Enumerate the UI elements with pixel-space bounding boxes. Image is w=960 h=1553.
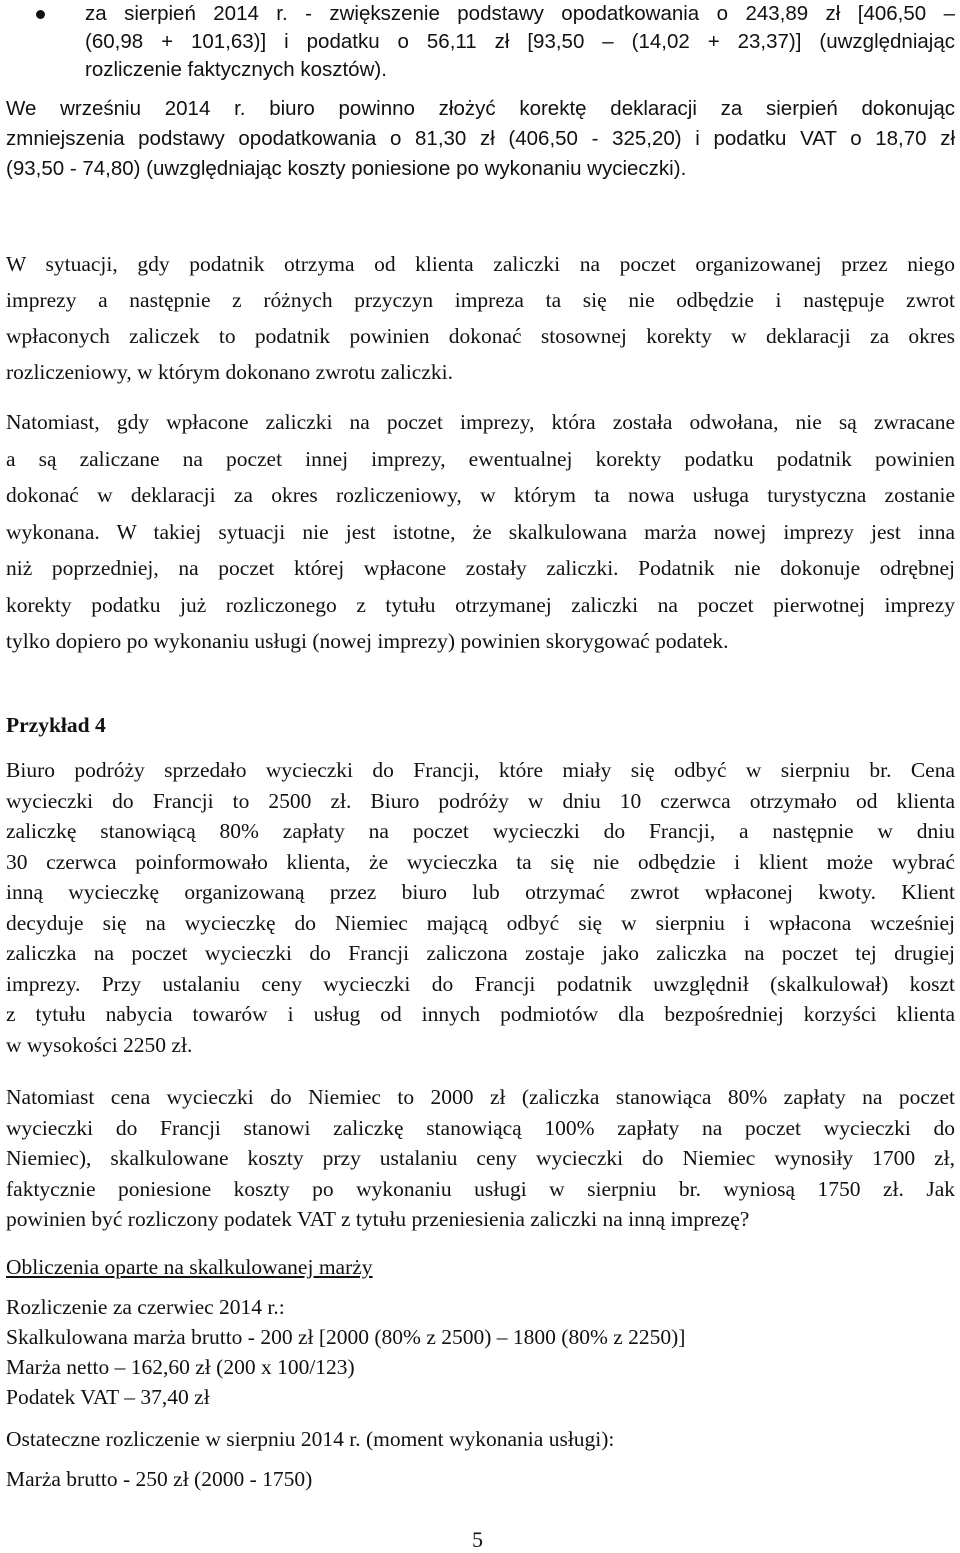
paragraph-line: korekty podatku już rozliczonego z tytułu otrzymanej zaliczki na poczet pierwotnej imprezy xyxy=(6,592,955,617)
vat-line: Podatek VAT – 37,40 zł xyxy=(6,1385,210,1409)
final-settlement-title: Ostateczne rozliczenie w sierpniu 2014 r. (moment wykonania usługi): xyxy=(6,1427,615,1451)
final-margin-line: Marża brutto - 250 zł (2000 - 1750) xyxy=(6,1467,313,1491)
paragraph-line: wycieczki do Francji stanowi zaliczkę stanowiącą 100% zapłaty na poczet wycieczki do xyxy=(6,1115,955,1140)
question-paragraph xyxy=(6,1082,955,1235)
cancelled-event-paragraph xyxy=(6,404,955,660)
paragraph-line: z tytułu nabycia towarów i usług od innych podmiotów dla bezpośredniej korzyści klienta xyxy=(6,1002,955,1026)
bullet-line-2: (60,98 + 101,63)] i podatku o 56,11 zł [93,50 – (14,02 + 23,37)] (uwzględniając xyxy=(85,30,955,53)
bullet-line-3: rozliczenie faktycznych kosztów). xyxy=(85,58,387,81)
paragraph-line: rozliczeniowy, w którym dokonano zwrotu zaliczki. xyxy=(6,360,453,384)
paragraph-line: a są zaliczane na poczet innej imprezy, ewentualnej korekty podatku podatnik powinien xyxy=(6,446,955,471)
page-number: 5 xyxy=(472,1527,483,1552)
june-settlement-title: Rozliczenie za czerwiec 2014 r.: xyxy=(6,1295,285,1319)
example-paragraph xyxy=(6,755,955,1060)
paragraph-line: (93,50 - 74,80) (uwzględniając koszty poniesione po wykonaniu wycieczki). xyxy=(6,157,687,180)
paragraph-line: tylko dopiero po wykonaniu usługi (nowej imprezy) powinien skorygować podatek. xyxy=(6,629,729,653)
paragraph-line: zaliczka na poczet wycieczki do Francji zaliczona zostaje jako zaliczka na poczet tej drugiej xyxy=(6,941,955,965)
net-margin-line: Marża netto – 162,60 zł (200 x 100/123) xyxy=(6,1355,355,1379)
paragraph-line: Natomiast cena wycieczki do Niemiec to 2000 zł (zaliczka stanowiąca 80% zapłaty na poczet xyxy=(6,1085,955,1109)
paragraph-line: decyduje się na wycieczkę do Niemiec mającą odbyć się w sierpniu i wpłacona wcześniej xyxy=(6,910,955,935)
paragraph-line: wpłaconych zaliczek to podatnik powinien dokonać stosownej korekty w deklaracji za okres xyxy=(6,324,955,348)
september-paragraph xyxy=(6,94,955,184)
paragraph-line: Niemiec), skalkulowane koszty przy ustalaniu ceny wycieczki do Niemiec wynosiły 1700 zł, xyxy=(6,1146,955,1170)
bullet-item xyxy=(85,0,955,84)
paragraph-line: 30 czerwca poinformowało klienta, że wycieczka ta się nie odbędzie i klient może wybrać xyxy=(6,849,955,874)
bullet-icon xyxy=(36,10,45,19)
paragraph-line: Biuro podróży sprzedało wycieczki do Francji, które miały się odbyć w sierpniu br. Cena xyxy=(6,758,955,782)
gross-margin-line: Skalkulowana marża brutto - 200 zł [2000 (80% z 2500) – 1800 (80% z 2250)] xyxy=(6,1325,686,1349)
example-heading: Przykład 4 xyxy=(6,713,106,737)
paragraph-line: We wrześniu 2014 r. biuro powinno złożyć korektę deklaracji za sierpień dokonując xyxy=(6,97,955,120)
paragraph-line: w wysokości 2250 zł. xyxy=(6,1032,193,1057)
calculations-heading: Obliczenia oparte na skalkulowanej marży xyxy=(6,1255,373,1279)
paragraph-line: niż poprzedniej, na poczet której wpłacone zostały zaliczki. Podatnik nie dokonuje odrębnej xyxy=(6,556,955,580)
paragraph-line: wycieczki do Francji to 2500 zł. Biuro podróży w dniu 10 czerwca otrzymało od klienta xyxy=(6,788,955,813)
paragraph-line: faktycznie poniesione koszty po wykonaniu usługi w sierpniu br. wyniosą 1750 zł. Jak xyxy=(6,1176,955,1201)
paragraph-line: Natomiast, gdy wpłacone zaliczki na poczet imprezy, która została odwołana, nie są zwracane xyxy=(6,410,955,434)
paragraph-line: wykonana. W takiej sytuacji nie jest istotne, że skalkulowana marża nowej imprezy jest inna xyxy=(6,519,955,544)
paragraph-line: powinien być rozliczony podatek VAT z tytułu przeniesienia zaliczki na inną imprezę? xyxy=(6,1207,750,1231)
paragraph-line: zaliczkę stanowiącą 80% zapłaty na poczet wycieczki do Francji, a następnie w dniu xyxy=(6,819,955,843)
paragraph-line: dokonać w deklaracji za okres rozliczeniowy, w którym ta nowa usługa turystyczna zostanie xyxy=(6,483,955,507)
paragraph-line: inną wycieczkę organizowaną przez biuro lub otrzymać zwrot wpłaconej kwoty. Klient xyxy=(6,880,955,904)
bullet-line-1: za sierpień 2014 r. - zwiększenie podstawy opodatkowania o 243,89 zł [406,50 – xyxy=(85,2,955,25)
paragraph-line: imprezy. Przy ustalaniu ceny wycieczki do Francji podatnik uwzględnił (skalkulował) koszt xyxy=(6,971,955,996)
refund-paragraph xyxy=(6,246,955,390)
paragraph-line: zmniejszenia podstawy opodatkowania o 81,30 zł (406,50 - 325,20) i podatku VAT o 18,70 zł xyxy=(6,127,955,150)
paragraph-line: W sytuacji, gdy podatnik otrzyma od klienta zaliczki na poczet organizowanej przez niego xyxy=(6,252,955,276)
paragraph-line: imprezy a następnie z różnych przyczyn impreza ta się nie odbędzie i następuje zwrot xyxy=(6,288,955,312)
